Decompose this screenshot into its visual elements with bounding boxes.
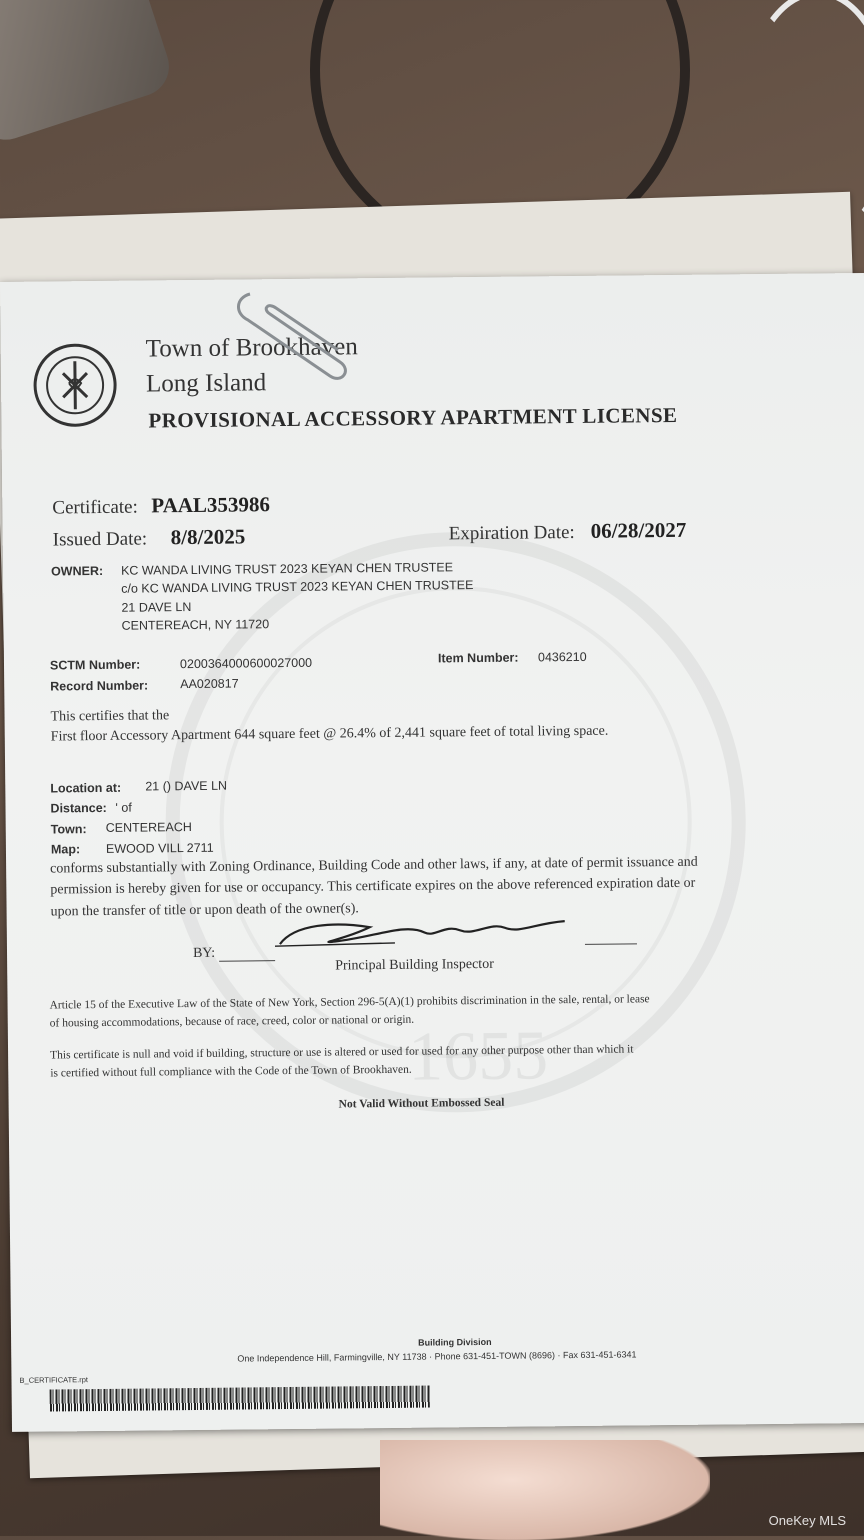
owner-label: OWNER:	[50, 563, 104, 579]
distance-value: ' of	[115, 800, 132, 815]
issued-date-label: Issued Date:	[52, 528, 148, 551]
paperclip	[230, 284, 350, 394]
pink-cloth	[380, 1440, 710, 1540]
null-void-line-2: is certified without full compliance with the Code of the Town of Brookhaven.	[50, 1063, 412, 1080]
conforms-line-1: conforms substantially with Zoning Ordinance, Building Code and other laws, if any, at date of permit issuance and	[50, 854, 698, 877]
owner-line-4: CENTEREACH, NY 11720	[121, 617, 270, 633]
document-title: PROVISIONAL ACCESSORY APARTMENT LICENSE	[148, 402, 678, 433]
header-island: Long Island	[145, 369, 267, 398]
certificate-number: PAAL353986	[151, 492, 271, 518]
expiration-date: 06/28/2027	[590, 517, 687, 543]
certificate-label: Certificate:	[52, 496, 138, 519]
sctm-number: 0200364000600027000	[179, 655, 313, 672]
issued-date: 8/8/2025	[170, 524, 246, 550]
expiration-date-label: Expiration Date:	[448, 521, 575, 545]
record-number-label: Record Number:	[50, 678, 149, 694]
record-number: AA020817	[180, 676, 239, 692]
location-label: Location at:	[50, 780, 122, 796]
certifies-line-1: This certifies that the	[50, 708, 170, 725]
conforms-line-3: upon the transfer of title or upon death of the owner(s).	[50, 901, 359, 920]
certifies-line-2: First floor Accessory Apartment 644 square feet @ 26.4% of 2,441 square feet of total living space.	[50, 723, 609, 745]
inspector-title: Principal Building Inspector	[335, 956, 494, 974]
sctm-label: SCTM Number:	[49, 657, 141, 673]
item-number-label: Item Number:	[437, 650, 519, 666]
distance-label: Distance:	[50, 800, 107, 816]
map-value: EWOOD VILL 2711	[105, 840, 214, 856]
location-value: 21 () DAVE LN	[145, 778, 228, 794]
footer-address: One Independence Hill, Farmingville, NY 11738 · Phone 631-451-TOWN (8696) · Fax 631-451-6341	[237, 1349, 637, 1364]
owner-line-1: KC WANDA LIVING TRUST 2023 KEYAN CHEN TRUSTEE	[120, 560, 454, 578]
report-name: B_CERTIFICATE.rpt	[19, 1375, 89, 1385]
lamp-base	[0, 0, 177, 147]
conforms-line-2: permission is hereby given for use or occupancy. This certificate expires on the above referenced expiration date or	[50, 875, 696, 898]
barcode	[50, 1386, 430, 1412]
item-number: 0436210	[537, 649, 587, 665]
footer-division: Building Division	[418, 1336, 492, 1348]
embossed-seal-year: 1655	[407, 1017, 549, 1096]
owner-line-2: c/o KC WANDA LIVING TRUST 2023 KEYAN CHEN TRUSTEE	[121, 578, 474, 596]
null-void-line-1: This certificate is null and void if building, structure or use is altered or used for used for any other purpose other than which it	[50, 1043, 634, 1062]
header-town: Town of Brookhaven	[145, 333, 358, 363]
inspector-signature	[275, 911, 575, 954]
town-value: CENTEREACH	[105, 820, 192, 835]
seal-notice: Not Valid Without Embossed Seal	[338, 1096, 505, 1111]
license-document	[0, 273, 864, 1432]
brookhaven-seal-logo	[33, 343, 118, 428]
article-line-2: of housing accommodations, because of race, creed, color or national or origin.	[49, 1013, 415, 1030]
article-line-1: Article 15 of the Executive Law of the State of New York, Section 296-5(A)(1) prohibits discrimination in the sale, rental, or lease	[49, 993, 650, 1012]
by-label: BY:	[192, 945, 216, 962]
town-label: Town:	[50, 822, 87, 837]
owner-line-3: 21 DAVE LN	[121, 600, 192, 615]
map-label: Map:	[50, 842, 81, 857]
watermark: OneKey MLS	[768, 1513, 846, 1528]
